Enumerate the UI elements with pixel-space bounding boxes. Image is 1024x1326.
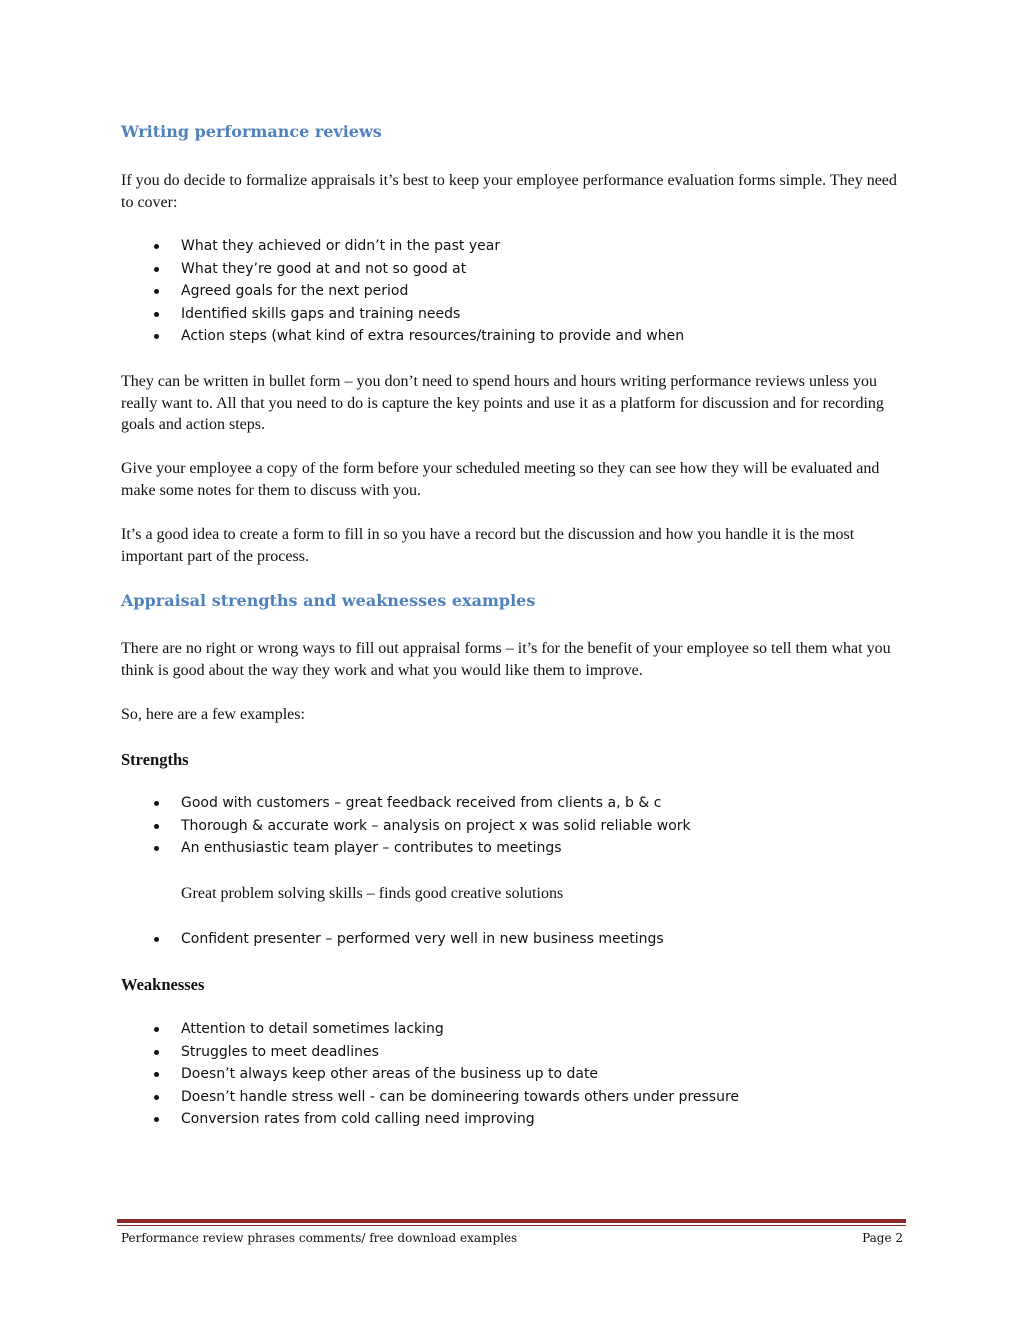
list-item: Struggles to meet deadlines (121, 1041, 911, 1064)
strengths-title: Strengths (121, 750, 189, 769)
bullet-icon (154, 1095, 159, 1100)
bullet-icon (154, 937, 159, 942)
appraisal-intro-paragraph: There are no right or wrong ways to fill out appraisal forms – it’s for the benefit of your employee so tell them what you think is good about the way they work and what you would like them to improve. (121, 640, 891, 679)
footer-title: Performance review phrases comments/ free download examples (121, 1231, 518, 1245)
bullet-icon (154, 1072, 159, 1077)
section-heading-writing-reviews: Writing performance reviews (121, 122, 382, 141)
bullet-icon (154, 801, 159, 806)
list-item: Doesn’t handle stress well - can be domineering towards others under pressure (121, 1086, 911, 1109)
intro-paragraph: If you do decide to formalize appraisals it’s best to keep your employee performance evaluation forms simple. They need to cover: (121, 172, 897, 211)
list-item: Identified skills gaps and training needs (121, 303, 911, 326)
strength-unbulleted-item: Great problem solving skills – finds good creative solutions (181, 885, 564, 902)
list-item: An enthusiastic team player – contributes to meetings (121, 837, 911, 860)
list-item: What they’re good at and not so good at (121, 258, 911, 281)
examples-intro: So, here are a few examples: (121, 706, 305, 723)
bullet-form-paragraph: They can be written in bullet form – you don’t need to spend hours and hours writing performance reviews unless you really want to. All that you need to do is capture the key points and use it as a platform for discussion and for recording goals and action steps. (121, 373, 884, 433)
section-heading-strengths-weaknesses: Appraisal strengths and weaknesses examples (121, 591, 536, 610)
bullet-icon (154, 1117, 159, 1122)
weaknesses-title: Weaknesses (121, 975, 205, 994)
bullet-icon (154, 1027, 159, 1032)
bullet-icon (154, 267, 159, 272)
record-paragraph: It’s a good idea to create a form to fill in so you have a record but the discussion and how you handle it is the most important part of the process. (121, 526, 855, 565)
bullet-icon (154, 824, 159, 829)
bullet-icon (154, 289, 159, 294)
list-item: Attention to detail sometimes lacking (121, 1018, 911, 1041)
weaknesses-list (121, 1018, 911, 1131)
page-number: Page 2 (862, 1231, 903, 1245)
strengths-list (121, 792, 911, 860)
list-item: What they achieved or didn’t in the past year (121, 235, 911, 258)
list-item: Agreed goals for the next period (121, 280, 911, 303)
footer-divider-thin (117, 1225, 906, 1226)
list-item: Good with customers – great feedback received from clients a, b & c (121, 792, 911, 815)
list-item: Confident presenter – performed very well in new business meetings (121, 928, 911, 951)
strengths-list-continued (121, 928, 911, 951)
list-item: Doesn’t always keep other areas of the business up to date (121, 1063, 911, 1086)
bullet-icon (154, 846, 159, 851)
form-copy-paragraph: Give your employee a copy of the form before your scheduled meeting so they can see how they will be evaluated and make some notes for them to discuss with you. (121, 460, 880, 499)
bullet-icon (154, 312, 159, 317)
footer-divider (117, 1219, 906, 1223)
bullet-icon (154, 334, 159, 339)
bullet-icon (154, 244, 159, 249)
list-item: Thorough & accurate work – analysis on project x was solid reliable work (121, 815, 911, 838)
list-item: Action steps (what kind of extra resources/training to provide and when (121, 325, 911, 348)
bullet-icon (154, 1050, 159, 1055)
review-coverage-list (121, 235, 911, 348)
list-item: Conversion rates from cold calling need improving (121, 1108, 911, 1131)
